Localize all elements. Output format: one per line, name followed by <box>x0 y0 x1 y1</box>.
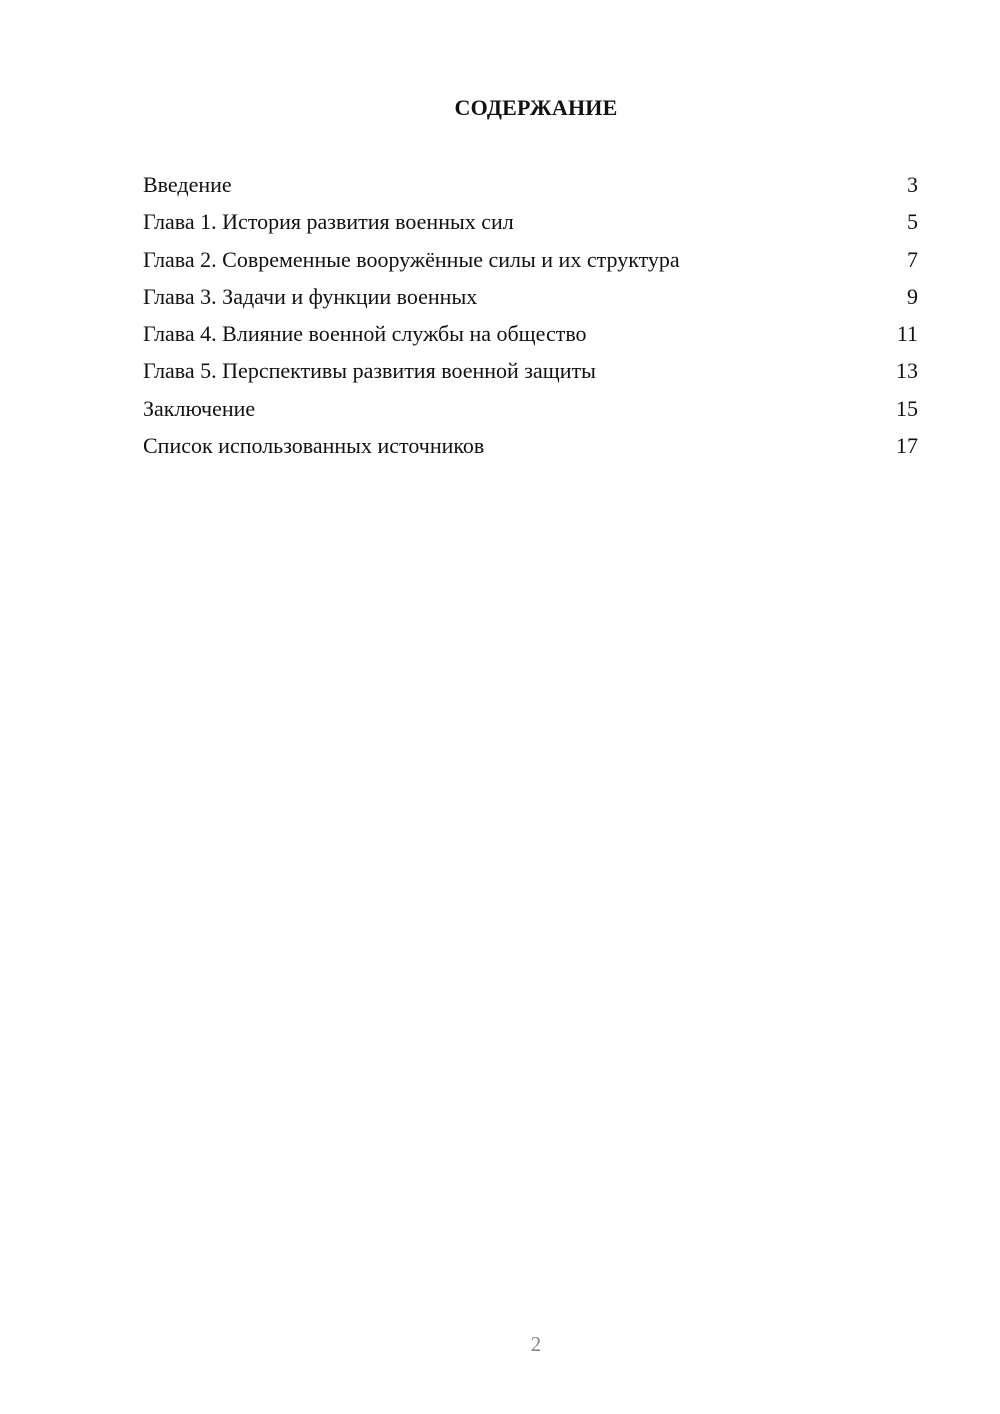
toc-entry-label: Глава 2. Современные вооружённые силы и их структура <box>143 246 680 272</box>
toc-entry-label: Глава 4. Влияние военной службы на общество <box>143 321 587 347</box>
toc-entry <box>143 431 918 468</box>
table-of-contents <box>143 170 918 468</box>
toc-entry-label: Глава 1. История развития военных сил <box>143 209 514 235</box>
toc-entry-page: 3 <box>907 172 918 197</box>
toc-entry <box>143 170 918 207</box>
toc-entry <box>143 319 918 356</box>
toc-entry-page: 13 <box>896 358 918 384</box>
toc-entry <box>143 356 918 393</box>
toc-entry-label: Введение <box>143 172 232 197</box>
toc-entry-page: 5 <box>907 209 918 235</box>
toc-entry-label: Список использованных источников <box>143 433 485 459</box>
toc-entry-page: 17 <box>896 433 918 459</box>
toc-entry-page: 15 <box>896 395 918 421</box>
toc-entry <box>143 245 918 282</box>
toc-title: СОДЕРЖАНИЕ <box>454 95 618 120</box>
toc-entry <box>143 207 918 244</box>
toc-entry-page: 9 <box>907 283 918 309</box>
toc-entry-page: 11 <box>896 321 918 347</box>
toc-entry <box>143 282 918 319</box>
toc-entry-label: Заключение <box>143 395 256 421</box>
toc-entry <box>143 394 918 431</box>
toc-entry-label: Глава 3. Задачи и функции военных <box>143 283 478 309</box>
toc-entry-page: 7 <box>907 246 918 272</box>
toc-entry-label: Глава 5. Перспективы развития военной защиты <box>143 358 596 384</box>
page-number: 2 <box>530 1332 542 1356</box>
